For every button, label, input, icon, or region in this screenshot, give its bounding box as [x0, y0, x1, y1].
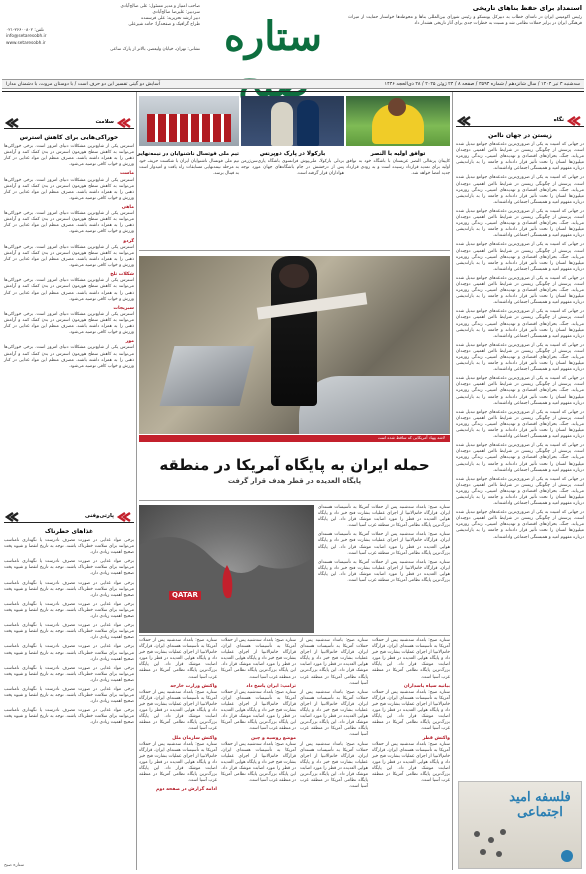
publisher-line-2: سردبیر: علیرضا صالح‌آبادی [152, 10, 200, 16]
book-illustration-icon [465, 824, 515, 864]
drone-wreckage-photo [139, 256, 450, 434]
publisher-line-6: info@setaresobh.ir [6, 34, 47, 40]
publisher-info [6, 4, 200, 76]
right-article-body: در جهانی که امنیت به یکی از ضروری‌ترین دغدغه‌های جوامع تبدیل شده است، پرسش از چگونگی زیستن در شرایط ناامن اهمیتی دوچندان می‌یابد. جنگ، بحران‌های اقتصادی و تهدیدهای امنیتی، زندگی روزمره میلیون‌ها انسان را تحت تأثیر قرار داده‌اند و جامعه را به بازاندیشی درباره مفهوم امید و همبستگی اجتماعی واداشته‌اند. در جهانی که امنیت به یکی از ضروری‌ترین دغدغه‌های جوامع تبدیل شده است، پرسش از چگونگی زیستن در شرایط ناامن اهمیتی دوچندان می‌یابد. جنگ، بحران‌های اقتصادی و تهدیدهای امنیتی، زندگی روزمره میلیون‌ها انسان را تحت تأثیر قرار داده‌اند و جامعه را به بازاندیشی درباره مفهوم امید و همبستگی اجتماعی واداشته‌اند. در جهانی که امنیت به یکی از ضروری‌ترین دغدغه‌های جوامع تبدیل شده است، پرسش از چگونگی زیستن در شرایط ناامن اهمیتی دوچندان می‌یابد. جنگ، بحران‌های اقتصادی و تهدیدهای امنیتی، زندگی روزمره میلیون‌ها انسان را تحت تأثیر قرار داده‌اند و جامعه را به بازاندیشی درباره مفهوم امید و همبستگی اجتماعی واداشته‌اند. در جهانی که امنیت به یکی از ضروری‌ترین دغدغه‌های جوامع تبدیل شده است، پرسش از چگونگی زیستن در شرایط ناامن اهمیتی دوچندان می‌یابد. جنگ، بحران‌های اقتصادی و تهدیدهای امنیتی، زندگی روزمره میلیون‌ها انسان را تحت تأثیر قرار داده‌اند و جامعه را به بازاندیشی درباره مفهوم امید و همبستگی اجتماعی واداشته‌اند. در جهانی که امنیت به یکی از ضروری‌ترین دغدغه‌های جوامع تبدیل شده است، پرسش از چگونگی زیستن در شرایط ناامن اهمیتی دوچندان می‌یابد. جنگ، بحران‌های اقتصادی و تهدیدهای امنیتی، زندگی روزمره میلیون‌ها انسان را تحت تأثیر قرار داده‌اند و جامعه را به بازاندیشی درباره مفهوم امید و همبستگی اجتماعی واداشته‌اند. در جهانی که امنیت به یکی از ضروری‌ترین دغدغه‌های جوامع تبدیل شده است، پرسش از چگونگی زیستن در شرایط ناامن اهمیتی دوچندان می‌یابد. جنگ، بحران‌های اقتصادی و تهدیدهای امنیتی، زندگی روزمره میلیون‌ها انسان را تحت تأثیر قرار داده‌اند و جامعه را به بازاندیشی درباره مفهوم امید و همبستگی اجتماعی واداشته‌اند. در جهانی که امنیت به یکی از ضروری‌ترین دغدغه‌های جوامع تبدیل شده است، پرسش از چگونگی زیستن در شرایط ناامن اهمیتی دوچندان می‌یابد. جنگ، بحران‌های اقتصادی و تهدیدهای امنیتی، زندگی روزمره میلیون‌ها انسان را تحت تأثیر قرار داده‌اند و جامعه را به بازاندیشی درباره مفهوم امید و همبستگی اجتماعی واداشته‌اند. در جهانی که امنیت به یکی از ضروری‌ترین دغدغه‌های جوامع تبدیل شده است، پرسش از چگونگی زیستن در شرایط ناامن اهمیتی دوچندان می‌یابد. جنگ، بحران‌های اقتصادی و تهدیدهای امنیتی، زندگی روزمره میلیون‌ها انسان را تحت تأثیر قرار داده‌اند و جامعه را به بازاندیشی درباره مفهوم امید و همبستگی اجتماعی واداشته‌اند. در جهانی که امنیت به یکی از ضروری‌ترین دغدغه‌های جوامع تبدیل شده است، پرسش از چگونگی زیستن در شرایط ناامن اهمیتی دوچندان می‌یابد. جنگ، بحران‌های اقتصادی و تهدیدهای امنیتی، زندگی روزمره میلیون‌ها انسان را تحت تأثیر قرار داده‌اند و جامعه را به بازاندیشی درباره مفهوم امید و همبستگی اجتماعی واداشته‌اند. در جهانی که امنیت به یکی از ضروری‌ترین دغدغه‌های جوامع تبدیل شده است، پرسش از چگونگی زیستن در شرایط ناامن اهمیتی دوچندان می‌یابد. جنگ، بحران‌های اقتصادی و تهدیدهای امنیتی، زندگی روزمره میلیون‌ها انسان را تحت تأثیر قرار داده‌اند و جامعه را به بازاندیشی درباره مفهوم امید و همبستگی اجتماعی واداشته‌اند. در جهانی که امنیت به یکی از ضروری‌ترین دغدغه‌های جوامع تبدیل شده است، پرسش از چگونگی زیستن در شرایط ناامن اهمیتی دوچندان می‌یابد. جنگ، بحران‌های اقتصادی و تهدیدهای امنیتی، زندگی روزمره میلیون‌ها انسان را تحت تأثیر قرار داده‌اند و جامعه را به بازاندیشی درباره مفهوم امید و همبستگی اجتماعی واداشته‌اند. در جهانی که امنیت به یکی از ضروری‌ترین دغدغه‌های جوامع تبدیل شده است، پرسش از چگونگی زیستن در شرایط ناامن اهمیتی دوچندان می‌یابد. جنگ، بحران‌های اقتصادی و تهدیدهای امنیتی، زندگی روزمره میلیون‌ها انسان را تحت تأثیر قرار داده‌اند و جامعه را به بازاندیشی درباره مفهوم امید و همبستگی اجتماعی واداشته‌اند. [456, 142, 584, 540]
main-lead: ستاره صبح: بامداد سه‌شنبه پس از حملات آمریکا به تأسیسات هسته‌ای ایران، قرارگاه خاتم‌الانبیا از اجرای عملیات بشارت فتح خبر داد و پایگاه هوایی العدیده در قطر را مورد اصابت موشک قرار داد. این پایگاه بزرگ‌ترین پایگاه نظامی آمریکا در منطقه غرب آسیا است. ستاره صبح: بامداد سه‌شنبه پس از حملات آمریکا به تأسیسات هسته‌ای ایران، قرارگاه خاتم‌الانبیا از اجرای عملیات بشارت فتح خبر داد و پایگاه هوایی العدیده در قطر را مورد اصابت موشک قرار داد. این پایگاه بزرگ‌ترین پایگاه نظامی آمریکا در منطقه غرب آسیا است. ستاره صبح: بامداد سه‌شنبه پس از حملات آمریکا به تأسیسات هسته‌ای ایران، قرارگاه خاتم‌الانبیا از اجرای عملیات بشارت فتح خبر داد و پایگاه هوایی العدیده در قطر را مورد اصابت موشک قرار داد. این پایگاه بزرگ‌ترین پایگاه نظامی آمریکا در منطقه غرب آسیا است. [318, 505, 450, 584]
left-bottom-body: برخی مواد غذایی در صورت مصرف نادرست یا نگهداری نامناسب می‌توانند برای سلامت خطرناک باشند. توجه به تاریخ انقضا و شیوه پخت صحیح اهمیت زیادی دارد. برخی مواد غذایی در صورت مصرف نادرست یا نگهداری نامناسب می‌توانند برای سلامت خطرناک باشند. توجه به تاریخ انقضا و شیوه پخت صحیح اهمیت زیادی دارد. برخی مواد غذایی در صورت مصرف نادرست یا نگهداری نامناسب می‌توانند برای سلامت خطرناک باشند. توجه به تاریخ انقضا و شیوه پخت صحیح اهمیت زیادی دارد. برخی مواد غذایی در صورت مصرف نادرست یا نگهداری نامناسب می‌توانند برای سلامت خطرناک باشند. توجه به تاریخ انقضا و شیوه پخت صحیح اهمیت زیادی دارد. برخی مواد غذایی در صورت مصرف نادرست یا نگهداری نامناسب می‌توانند برای سلامت خطرناک باشند. توجه به تاریخ انقضا و شیوه پخت صحیح اهمیت زیادی دارد. برخی مواد غذایی در صورت مصرف نادرست یا نگهداری نامناسب می‌توانند برای سلامت خطرناک باشند. توجه به تاریخ انقضا و شیوه پخت صحیح اهمیت زیادی دارد. برخی مواد غذایی در صورت مصرف نادرست یا نگهداری نامناسب می‌توانند برای سلامت خطرناک باشند. توجه به تاریخ انقضا و شیوه پخت صحیح اهمیت زیادی دارد. برخی مواد غذایی در صورت مصرف نادرست یا نگهداری نامناسب می‌توانند برای سلامت خطرناک باشند. توجه به تاریخ انقضا و شیوه پخت صحیح اهمیت زیادی دارد. برخی مواد غذایی در صورت مصرف نادرست یا نگهداری نامناسب می‌توانند برای سلامت خطرناک باشند. توجه به تاریخ انقضا و شیوه پخت صحیح اهمیت زیادی دارد. [4, 538, 134, 726]
sport-photo-3 [346, 96, 450, 146]
left-article-title: خوراکی‌هایی برای کاهش استرس [19, 134, 119, 141]
main-subheadline: پایگاه العدیده در قطر هدف قرار گرفت [227, 477, 362, 485]
section-chevron-icon [6, 118, 20, 128]
right-section-name: نگاه [553, 117, 564, 123]
section-chevron-icon [118, 512, 132, 522]
issue-date: سه‌شنبه ۳ تیر ۱۴۰۴ / سال شانزدهم / شماره ۳۵۹۳ / صفحه ۸ / ۲۴ ژوئن ۲۰۲۵ / ۲۸ ذی‌الحجه ۱۴۴۶ [384, 82, 580, 87]
section-chevron-icon [568, 116, 582, 126]
main-body-col-3: ستاره صبح: بامداد سه‌شنبه پس از حملات آمریکا به تأسیسات هسته‌ای ایران، قرارگاه خاتم‌الانبیا از اجرای عملیات بشارت فتح خبر داد و پایگاه هوایی العدیده در قطر را مورد اصابت موشک قرار داد. این پایگاه بزرگ‌ترین پایگاه نظامی آمریکا در منطقه غرب آسیا است. ستاره صبح: بامداد سه‌شنبه پس از حملات آمریکا به تأسیسات هسته‌ای ایران، قرارگاه خاتم‌الانبیا از اجرای عملیات بشارت فتح خبر داد و پایگاه هوایی العدیده در قطر را مورد اصابت موشک قرار داد. این پایگاه بزرگ‌ترین پایگاه نظامی آمریکا در منطقه غرب آسیا است. ستاره صبح: بامداد سه‌شنبه پس از حملات آمریکا به تأسیسات هسته‌ای ایران، قرارگاه خاتم‌الانبیا از اجرای عملیات بشارت فتح خبر داد و پایگاه هوایی العدیده در قطر را مورد اصابت موشک قرار داد. این پایگاه بزرگ‌ترین پایگاه نظامی آمریکا در منطقه غرب آسیا است. [300, 638, 368, 790]
book-cover-image [458, 781, 582, 869]
right-section-header [456, 116, 584, 127]
left-section-name: سلامت [95, 119, 114, 125]
publisher-line-4: طراح گرافیک و صفحه‌آرا: حامد شیرعلی [128, 22, 200, 28]
header-news-block [348, 4, 582, 76]
left-bottom-section-name: پارتی‌وفنی [84, 513, 114, 519]
region-map-icon [139, 505, 314, 633]
sport-photo-2 [241, 96, 344, 146]
right-article-title: زیستن در جهان ناامن [488, 132, 552, 139]
sport-title-1: توافق اولیه با النصر کاپیتان پرتغالی النصر عربستان با باشگاه خود به توافق اولیه برای تمدید قرارداد رسیده است و به زودی قرارداد جدید امضا خواهد شد. [346, 151, 450, 177]
sport-title-3: تیم ملی فوتسال ناشنوایان در نیمه‌نهایی تیم ملی فوتسال ناشنوایان ایران با شکست حریف خود به مرحله نیمه‌نهایی مسابقات راه یافت و امیدوار است به فینال برسد. [135, 151, 239, 177]
publisher-line-1: صاحب امتیاز و مدیر مسئول: علی صالح‌آبادی [120, 4, 200, 9]
slogan: آسایش دو گیتی تفسیر این دو حرف است / با دوستان مروت، با دشمنان مدارا [6, 82, 160, 87]
publisher-line-3: دبیر ارشد تحریریه: علی فرستنده [141, 16, 200, 22]
publisher-badge [561, 850, 573, 862]
section-chevron-icon [118, 118, 132, 128]
main-body-col-4: ستاره صبح: بامداد سه‌شنبه پس از حملات آمریکا به تأسیسات هسته‌ای ایران، قرارگاه خاتم‌الانبیا از اجرای عملیات بشارت فتح خبر داد و پایگاه هوایی العدیده در قطر را مورد اصابت موشک قرار داد. این پایگاه بزرگ‌ترین پایگاه نظامی آمریکا در منطقه غرب آسیا است. بیانیه سپاه پاسداران ستاره صبح: بامداد سه‌شنبه پس از حملات آمریکا به تأسیسات هسته‌ای ایران، قرارگاه خاتم‌الانبیا از اجرای عملیات بشارت فتح خبر داد و پایگاه هوایی العدیده در قطر را مورد اصابت موشک قرار داد. این پایگاه بزرگ‌ترین پایگاه نظامی آمریکا در منطقه غرب آسیا است. واکنش قطر ستاره صبح: بامداد سه‌شنبه پس از حملات آمریکا به تأسیسات هسته‌ای ایران، قرارگاه خاتم‌الانبیا از اجرای عملیات بشارت فتح خبر داد و پایگاه هوایی العدیده در قطر را مورد اصابت موشک قرار داد. این پایگاه بزرگ‌ترین پایگاه نظامی آمریکا در منطقه غرب آسیا است. [372, 638, 450, 784]
main-headline: حمله ایران به پایگاه آمریکا در منطقه [159, 456, 430, 474]
left-article-body: استرس یکی از شایع‌ترین مشکلات دنیای امروز است. برخی خوراکی‌ها می‌توانند به کاهش سطح هورمون استرس در بدن کمک کنند و آرامش ذهنی را به همراه داشته باشند. مصرف منظم این مواد غذایی در کنار ورزش و خواب کافی توصیه می‌شود. ماست استرس یکی از شایع‌ترین مشکلات دنیای امروز است. برخی خوراکی‌ها می‌توانند به کاهش سطح هورمون استرس در بدن کمک کنند و آرامش ذهنی را به همراه داشته باشند. مصرف منظم این مواد غذایی در کنار ورزش و خواب کافی توصیه می‌شود. ماهی استرس یکی از شایع‌ترین مشکلات دنیای امروز است. برخی خوراکی‌ها می‌توانند به کاهش سطح هورمون استرس در بدن کمک کنند و آرامش ذهنی را به همراه داشته باشند. مصرف منظم این مواد غذایی در کنار ورزش و خواب کافی توصیه می‌شود. گردو استرس یکی از شایع‌ترین مشکلات دنیای امروز است. برخی خوراکی‌ها می‌توانند به کاهش سطح هورمون استرس در بدن کمک کنند و آرامش ذهنی را به همراه داشته باشند. مصرف منظم این مواد غذایی در کنار ورزش و خواب کافی توصیه می‌شود. شکلات تلخ استرس یکی از شایع‌ترین مشکلات دنیای امروز است. برخی خوراکی‌ها می‌توانند به کاهش سطح هورمون استرس در بدن کمک کنند و آرامش ذهنی را به همراه داشته باشند. مصرف منظم این مواد غذایی در کنار ورزش و خواب کافی توصیه می‌شود. سبزیجات استرس یکی از شایع‌ترین مشکلات دنیای امروز است. برخی خوراکی‌ها می‌توانند به کاهش سطح هورمون استرس در بدن کمک کنند و آرامش ذهنی را به همراه داشته باشند. مصرف منظم این مواد غذایی در کنار ورزش و خواب کافی توصیه می‌شود. موز استرس یکی از شایع‌ترین مشکلات دنیای امروز است. برخی خوراکی‌ها می‌توانند به کاهش سطح هورمون استرس در بدن کمک کنند و آرامش ذهنی را به همراه داشته باشند. مصرف منظم این مواد غذایی در کنار ورزش و خواب کافی توصیه می‌شود. [4, 144, 134, 369]
left-bottom-title: غذاهای خطرناک [44, 528, 94, 535]
footer-brand: ستاره صبح [4, 863, 25, 868]
publisher-line-7: www.setaresobh.ir [6, 40, 46, 46]
photo-caption-bar [139, 435, 450, 442]
qatar-label: QATAR [169, 591, 201, 600]
publisher-line-8: نشانی: تهران، خیابان ولیعصر، بالاتر از پارک ساعی [110, 46, 200, 52]
date-bar [2, 79, 584, 89]
photo-caption: لاشه پهپاد آمریکایی که ساقط شده است [375, 435, 448, 441]
sport-photo-1 [139, 96, 239, 146]
sport-title-2: بارکولا در پارک دوپرنس بردلی بارکولا، ملی‌پوش فرانسوی باشگاه پاری‌سن‌ژرمن پس از درخشش در جام باشگاه‌های جهان مورد توجه هواداران قرار گرفته است. [241, 151, 344, 177]
main-body-col-2: ستاره صبح: بامداد سه‌شنبه پس از حملات آمریکا به تأسیسات هسته‌ای ایران، قرارگاه خاتم‌الانبیا از اجرای عملیات بشارت فتح خبر داد و پایگاه هوایی العدیده در قطر را مورد اصابت موشک قرار داد. این پایگاه بزرگ‌ترین پایگاه نظامی آمریکا در منطقه غرب آسیا است. ترامپ: ایران پاسخ داد ستاره صبح: بامداد سه‌شنبه پس از حملات آمریکا به تأسیسات هسته‌ای ایران، قرارگاه خاتم‌الانبیا از اجرای عملیات بشارت فتح خبر داد و پایگاه هوایی العدیده در قطر را مورد اصابت موشک قرار داد. این پایگاه بزرگ‌ترین پایگاه نظامی آمریکا در منطقه غرب آسیا است. موضع روسیه و چین ستاره صبح: بامداد سه‌شنبه پس از حملات آمریکا به تأسیسات هسته‌ای ایران، قرارگاه خاتم‌الانبیا از اجرای عملیات بشارت فتح خبر داد و پایگاه هوایی العدیده در قطر را مورد اصابت موشک قرار داد. این پایگاه بزرگ‌ترین پایگاه نظامی آمریکا در منطقه غرب آسیا است. [221, 638, 296, 784]
section-chevron-icon [6, 512, 20, 522]
publisher-line-5: تلفن: ۲۶۶۰۰۸۰۲-۰۲۱ [6, 28, 44, 34]
qatar-map [139, 505, 314, 633]
masthead-logo: ستاره [223, 13, 323, 60]
header-headline: استمداد برای حفظ بناهای تاریخی [472, 4, 582, 12]
main-body-col-1: ستاره صبح: بامداد سه‌شنبه پس از حملات آمریکا به تأسیسات هسته‌ای ایران، قرارگاه خاتم‌الانبیا از اجرای عملیات بشارت فتح خبر داد و پایگاه هوایی العدیده در قطر را مورد اصابت موشک قرار داد. این پایگاه بزرگ‌ترین پایگاه نظامی آمریکا در منطقه غرب آسیا است. واکنش وزارت خارجه ستاره صبح: بامداد سه‌شنبه پس از حملات آمریکا به تأسیسات هسته‌ای ایران، قرارگاه خاتم‌الانبیا از اجرای عملیات بشارت فتح خبر داد و پایگاه هوایی العدیده در قطر را مورد اصابت موشک قرار داد. این پایگاه بزرگ‌ترین پایگاه نظامی آمریکا در منطقه غرب آسیا است. واکنش سازمان ملل ستاره صبح: بامداد سه‌شنبه پس از حملات آمریکا به تأسیسات هسته‌ای ایران، قرارگاه خاتم‌الانبیا از اجرای عملیات بشارت فتح خبر داد و پایگاه هوایی العدیده در قطر را مورد اصابت موشک قرار داد. این پایگاه بزرگ‌ترین پایگاه نظامی آمریکا در منطقه غرب آسیا است. ادامه گزارش در صفحه دوم [139, 638, 217, 793]
book-title: فلسفه امید اجتماعی [509, 790, 571, 820]
left-section-header [4, 118, 134, 129]
section-chevron-icon [458, 116, 472, 126]
header-intro: رئیس اکومیس ایران در نامه‌ای خطاب به دبیرکل یونسکو و رئیس شورای بین‌المللی بناها و محوطه‌ها خواستار حمایت از میراث فرهنگی ایران در برابر حملات نظامی شد و نسبت به خطرات جدی برای آثار تاریخی هشدار داد [348, 15, 582, 27]
left-bottom-section-header [4, 512, 134, 523]
